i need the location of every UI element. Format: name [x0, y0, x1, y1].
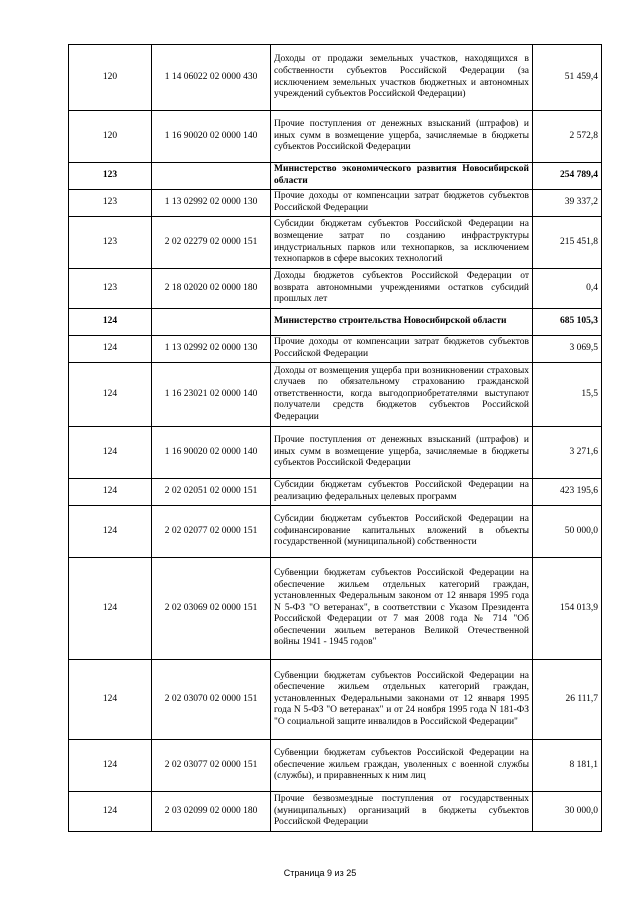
admin-code-cell: 120 [69, 111, 152, 163]
revenue-code-cell: 2 02 03070 02 0000 151 [152, 660, 271, 740]
revenue-code-cell: 2 03 02099 02 0000 180 [152, 792, 271, 832]
amount-cell: 3 271,6 [533, 427, 602, 479]
revenue-code-cell: 2 02 03069 02 0000 151 [152, 558, 271, 660]
description-cell: Министерство экономического развития Новосибирской области [271, 163, 533, 190]
page-number: Страница 9 из 25 [283, 868, 357, 878]
amount-cell: 26 111,7 [533, 660, 602, 740]
amount-cell: 15,5 [533, 363, 602, 427]
description-cell: Субсидии бюджетам субъектов Российской Федерации на реализацию федеральных целевых программ [271, 479, 533, 506]
admin-code-cell: 123 [69, 190, 152, 217]
revenue-code-cell: 1 16 90020 02 0000 140 [152, 111, 271, 163]
description-cell: Доходы от возмещения ущерба при возникновении страховых случаев по обязательному страхованию гражданской ответственности, когда выгодоприобретателями выступают получатели средств бюджетов субъектов Российской Федерации [271, 363, 533, 427]
amount-cell: 51 459,4 [533, 45, 602, 111]
revenue-table-body [69, 45, 602, 832]
table-row [69, 363, 602, 427]
admin-code-cell: 124 [69, 660, 152, 740]
description-cell: Субвенции бюджетам субъектов Российской Федерации на обеспечение жильем отдельных категорий граждан, установленных Федеральным законом от 12 января 1995 года N 5-ФЗ "О ветеранах", в соответствии с Указом Президента Российской Федерации от 7 мая 2008 года № 714 "Об обеспечении жильем ветеранов Великой Отечественной войны 1941 - 1945 годов" [271, 558, 533, 660]
revenue-table [68, 44, 602, 832]
description-cell: Прочие безвозмездные поступления от государственных (муниципальных) организаций в бюджеты субъектов Российской Федерации [271, 792, 533, 832]
description-cell: Прочие доходы от компенсации затрат бюджетов субъектов Российской Федерации [271, 336, 533, 363]
table-row [69, 792, 602, 832]
table-row [69, 336, 602, 363]
table-row [69, 190, 602, 217]
description-cell: Прочие поступления от денежных взысканий (штрафов) и иных сумм в возмещение ущерба, зачисляемые в бюджеты субъектов Российской Федерации [271, 427, 533, 479]
admin-code-cell: 123 [69, 163, 152, 190]
description-cell: Доходы бюджетов субъектов Российской Федерации от возврата автономными учреждениями остатков субсидий прошлых лет [271, 269, 533, 309]
description-cell: Прочие доходы от компенсации затрат бюджетов субъектов Российской Федерации [271, 190, 533, 217]
description-cell: Доходы от продажи земельных участков, находящихся в собственности субъектов Российской Федерации (за исключением земельных участков бюджетных и автономных учреждений субъектов Российской Федерации) [271, 45, 533, 111]
amount-cell: 215 451,8 [533, 217, 602, 269]
table-row [69, 740, 602, 792]
table-row [69, 427, 602, 479]
amount-cell: 2 572,8 [533, 111, 602, 163]
table-row [69, 269, 602, 309]
admin-code-cell: 124 [69, 336, 152, 363]
table-row [69, 660, 602, 740]
table-row [69, 479, 602, 506]
amount-cell: 685 105,3 [533, 309, 602, 336]
amount-cell: 154 013,9 [533, 558, 602, 660]
description-cell: Субвенции бюджетам субъектов Российской Федерации на обеспечение жильем отдельных категорий граждан, установленных Федеральными законами от 12 января 1995 года N 5-ФЗ "О ветеранах" и от 24 ноября 1995 года N 181-ФЗ "О социальной защите инвалидов в Российской Федерации" [271, 660, 533, 740]
admin-code-cell: 124 [69, 740, 152, 792]
admin-code-cell: 124 [69, 309, 152, 336]
amount-cell: 254 789,4 [533, 163, 602, 190]
admin-code-cell: 124 [69, 558, 152, 660]
revenue-code-cell: 2 02 02077 02 0000 151 [152, 506, 271, 558]
description-cell: Субсидии бюджетам субъектов Российской Федерации на софинансирование капитальных вложений в объекты государственной (муниципальной) собственности [271, 506, 533, 558]
description-cell: Субвенции бюджетам субъектов Российской Федерации на обеспечение жильем граждан, уволенных с военной службы (службы), и приравненных к ним лиц [271, 740, 533, 792]
admin-code-cell: 120 [69, 45, 152, 111]
admin-code-cell: 124 [69, 792, 152, 832]
revenue-code-cell: 2 02 03077 02 0000 151 [152, 740, 271, 792]
amount-cell: 3 069,5 [533, 336, 602, 363]
revenue-code-cell: 1 16 90020 02 0000 140 [152, 427, 271, 479]
description-cell: Министерство строительства Новосибирской области [271, 309, 533, 336]
description-cell: Прочие поступления от денежных взысканий (штрафов) и иных сумм в возмещение ущерба, зачисляемые в бюджеты субъектов Российской Федерации [271, 111, 533, 163]
revenue-code-cell [152, 163, 271, 190]
table-row [69, 506, 602, 558]
revenue-code-cell: 2 18 02020 02 0000 180 [152, 269, 271, 309]
table-row [69, 45, 602, 111]
amount-cell: 423 195,6 [533, 479, 602, 506]
admin-code-cell: 124 [69, 427, 152, 479]
revenue-code-cell: 1 16 23021 02 0000 140 [152, 363, 271, 427]
admin-code-cell: 124 [69, 363, 152, 427]
revenue-code-cell: 2 02 02051 02 0000 151 [152, 479, 271, 506]
amount-cell: 39 337,2 [533, 190, 602, 217]
revenue-code-cell: 1 13 02992 02 0000 130 [152, 190, 271, 217]
table-row-ministry [69, 309, 602, 336]
admin-code-cell: 123 [69, 217, 152, 269]
amount-cell: 50 000,0 [533, 506, 602, 558]
admin-code-cell: 124 [69, 479, 152, 506]
description-cell: Субсидии бюджетам субъектов Российской Федерации на возмещение затрат по созданию инфраструктуры индустриальных парков или технопарков, за исключением технопарков в сфере высоких технологий [271, 217, 533, 269]
amount-cell: 30 000,0 [533, 792, 602, 832]
revenue-code-cell [152, 309, 271, 336]
amount-cell: 0,4 [533, 269, 602, 309]
table-row [69, 558, 602, 660]
revenue-code-cell: 1 13 02992 02 0000 130 [152, 336, 271, 363]
admin-code-cell: 123 [69, 269, 152, 309]
admin-code-cell: 124 [69, 506, 152, 558]
revenue-code-cell: 1 14 06022 02 0000 430 [152, 45, 271, 111]
table-row [69, 217, 602, 269]
revenue-code-cell: 2 02 02279 02 0000 151 [152, 217, 271, 269]
amount-cell: 8 181,1 [533, 740, 602, 792]
table-row-ministry [69, 163, 602, 190]
table-row [69, 111, 602, 163]
